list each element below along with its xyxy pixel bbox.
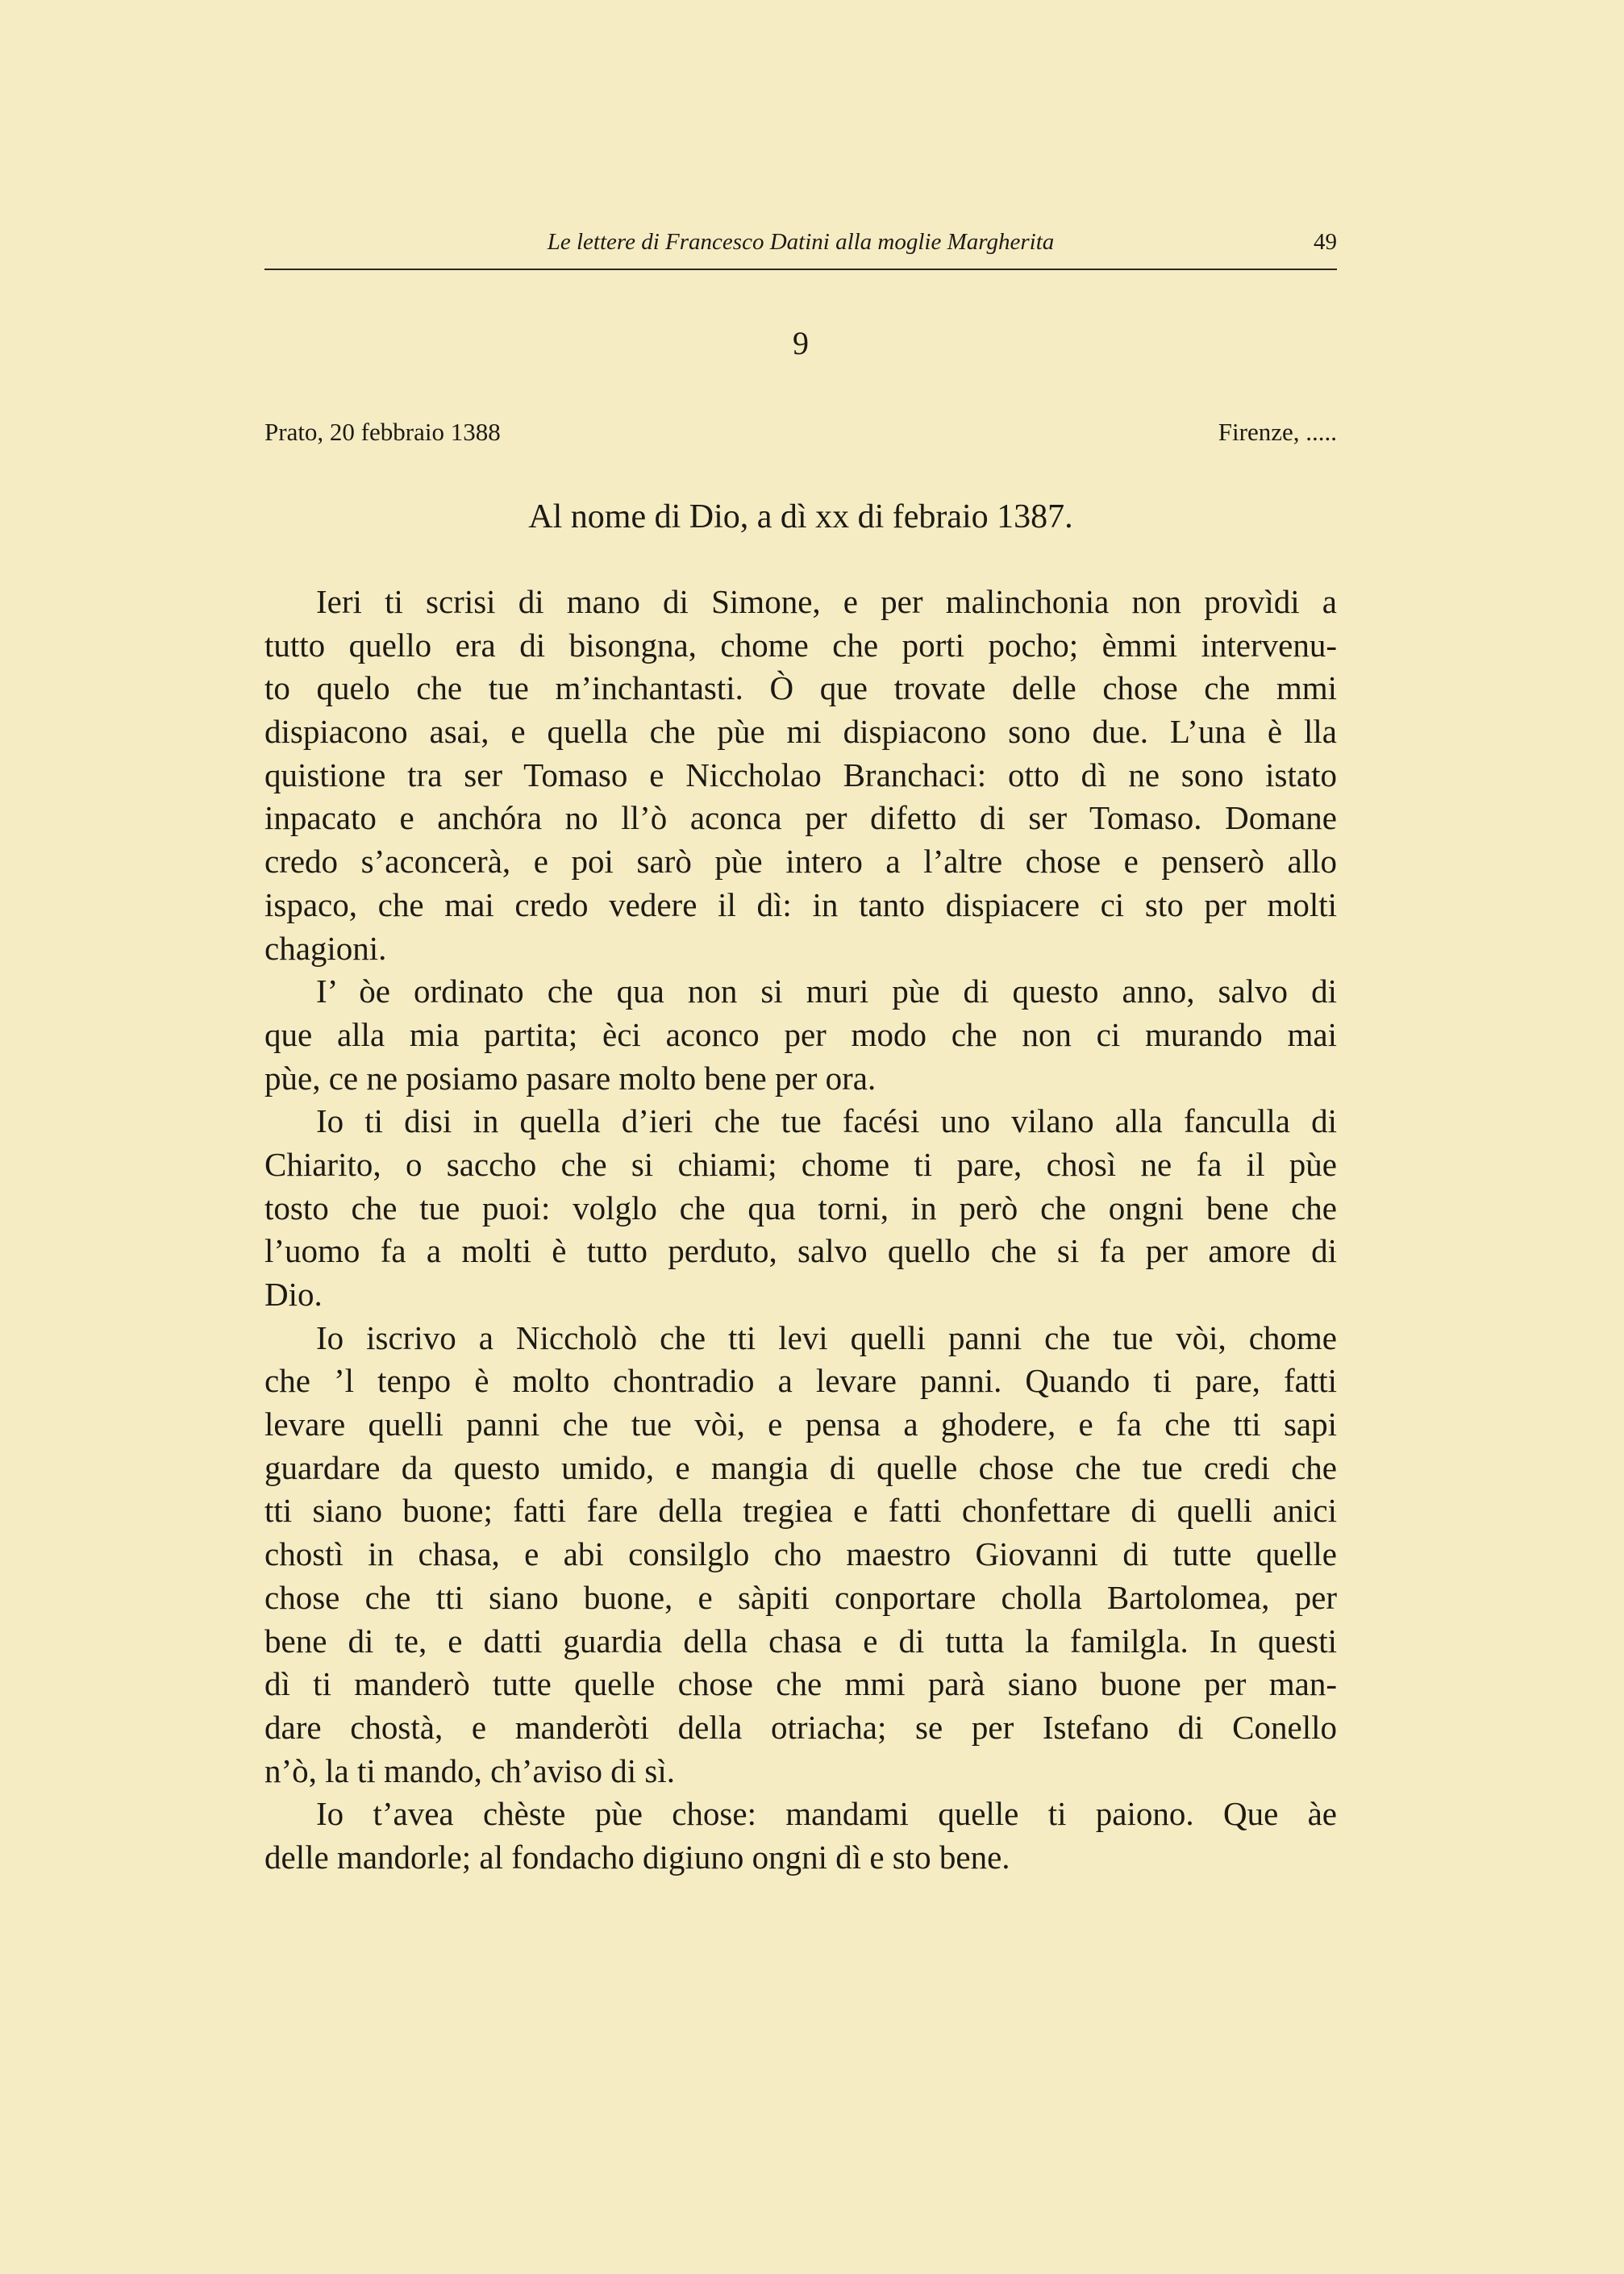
text-line: que alla mia partita; èci aconco per modo che non ci murando mai <box>264 1015 1337 1053</box>
place-date-recipient: Firenze, ..... <box>1218 418 1337 446</box>
text-line: chostì in chasa, e abi consilglo cho maestro Giovanni di tutte quelle <box>264 1535 1337 1573</box>
paragraph <box>264 970 1337 1100</box>
paragraph <box>264 1793 1337 1879</box>
letter-body <box>264 581 1337 1880</box>
text-line: che ’l tenpo è molto chontradio a levare panni. Quando ti pare, fatti <box>264 1362 1337 1400</box>
place-date-sender: Prato, 20 febbraio 1388 <box>264 418 501 446</box>
paragraph <box>264 1100 1337 1316</box>
text-line: ispaco, che mai credo vedere il dì: in tanto dispiacere ci sto per molti <box>264 885 1337 923</box>
running-title: Le lettere di Francesco Datini alla moglie Margherita <box>547 229 1055 255</box>
running-head <box>264 229 1337 261</box>
text-line: quistione tra ser Tomaso e Niccholao Branchaci: otto dì ne sono istato <box>264 756 1337 793</box>
text-line: dì ti manderò tutte quelle chose che mmi parà siano buone per man- <box>264 1665 1337 1703</box>
text-line: Io iscrivo a Niccholò che tti levi quelli panni che tue vòi, chome <box>316 1318 1337 1356</box>
text-line: to quelo che tue m’inchantasti. Ò que trovate delle chose che mmi <box>264 669 1337 707</box>
paragraph <box>264 1317 1337 1793</box>
text-line: credo s’aconcerà, e poi sarò pùe intero a l’altre chose e penserò allo <box>264 843 1337 881</box>
text-line: Io ti disi in quella d’ieri che tue facési uno vilano alla fanculla di <box>316 1102 1337 1140</box>
text-line: chagioni. <box>264 929 387 967</box>
text-line: tti siano buone; fatti fare della tregiea e fatti chonfettare di quelli anici <box>264 1492 1337 1530</box>
text-line: delle mandorle; al fondacho digiuno ongni dì e sto bene. <box>264 1838 1010 1876</box>
text-line: inpacato e anchóra no ll’ò aconca per difetto di ser Tomaso. Domane <box>264 799 1337 837</box>
text-line: tosto che tue puoi: volglo che qua torni, in però che ongni bene che <box>264 1189 1337 1227</box>
text-line: chose che tti siano buone, e sàpiti conportare cholla Bartolomea, per <box>264 1578 1337 1616</box>
letter-opening: Al nome di Dio, a dì xx di febraio 1387. <box>528 498 1073 535</box>
text-line: levare quelli panni che tue vòi, e pensa a ghodere, e fa che tti sapi <box>264 1406 1337 1443</box>
text-line: Io t’avea chèste pùe chose: mandami quelle ti paiono. Que àe <box>316 1795 1337 1833</box>
text-line: I’ òe ordinato che qua non si muri pùe di questo anno, salvo di <box>316 972 1337 1010</box>
paragraph <box>264 581 1337 970</box>
letter-number: 9 <box>793 325 809 361</box>
text-line: bene di te, e datti guardia della chasa e di tutta la familgla. In questi <box>264 1622 1337 1660</box>
text-line: Dio. <box>264 1276 323 1313</box>
text-line: pùe, ce ne posiamo pasare molto bene per ora. <box>264 1059 877 1097</box>
text-line: Chiarito, o saccho che si chiami; chome ti pare, chosì ne fa il pùe <box>264 1145 1337 1183</box>
header-rule <box>264 269 1337 270</box>
text-line: dare chostà, e manderòti della otriacha; se per Istefano di Conello <box>264 1708 1337 1746</box>
text-line: guardare da questo umido, e mangia di quelle chose che tue credi che <box>264 1448 1337 1486</box>
text-line: dispiacono asai, e quella che pùe mi dispiacono sono due. L’una è lla <box>264 713 1337 751</box>
text-line: Ieri ti scrisi di mano di Simone, e per malinchonia non provìdi a <box>316 583 1337 620</box>
text-line: n’ò, la ti mando, ch’aviso di sì. <box>264 1751 675 1789</box>
text-line: tutto quello era di bisongna, chome che porti pocho; èmmi intervenu- <box>264 626 1337 664</box>
page-number: 49 <box>1314 229 1337 255</box>
text-line: l’uomo fa a molti è tutto perduto, salvo quello che si fa per amore di <box>264 1232 1337 1270</box>
